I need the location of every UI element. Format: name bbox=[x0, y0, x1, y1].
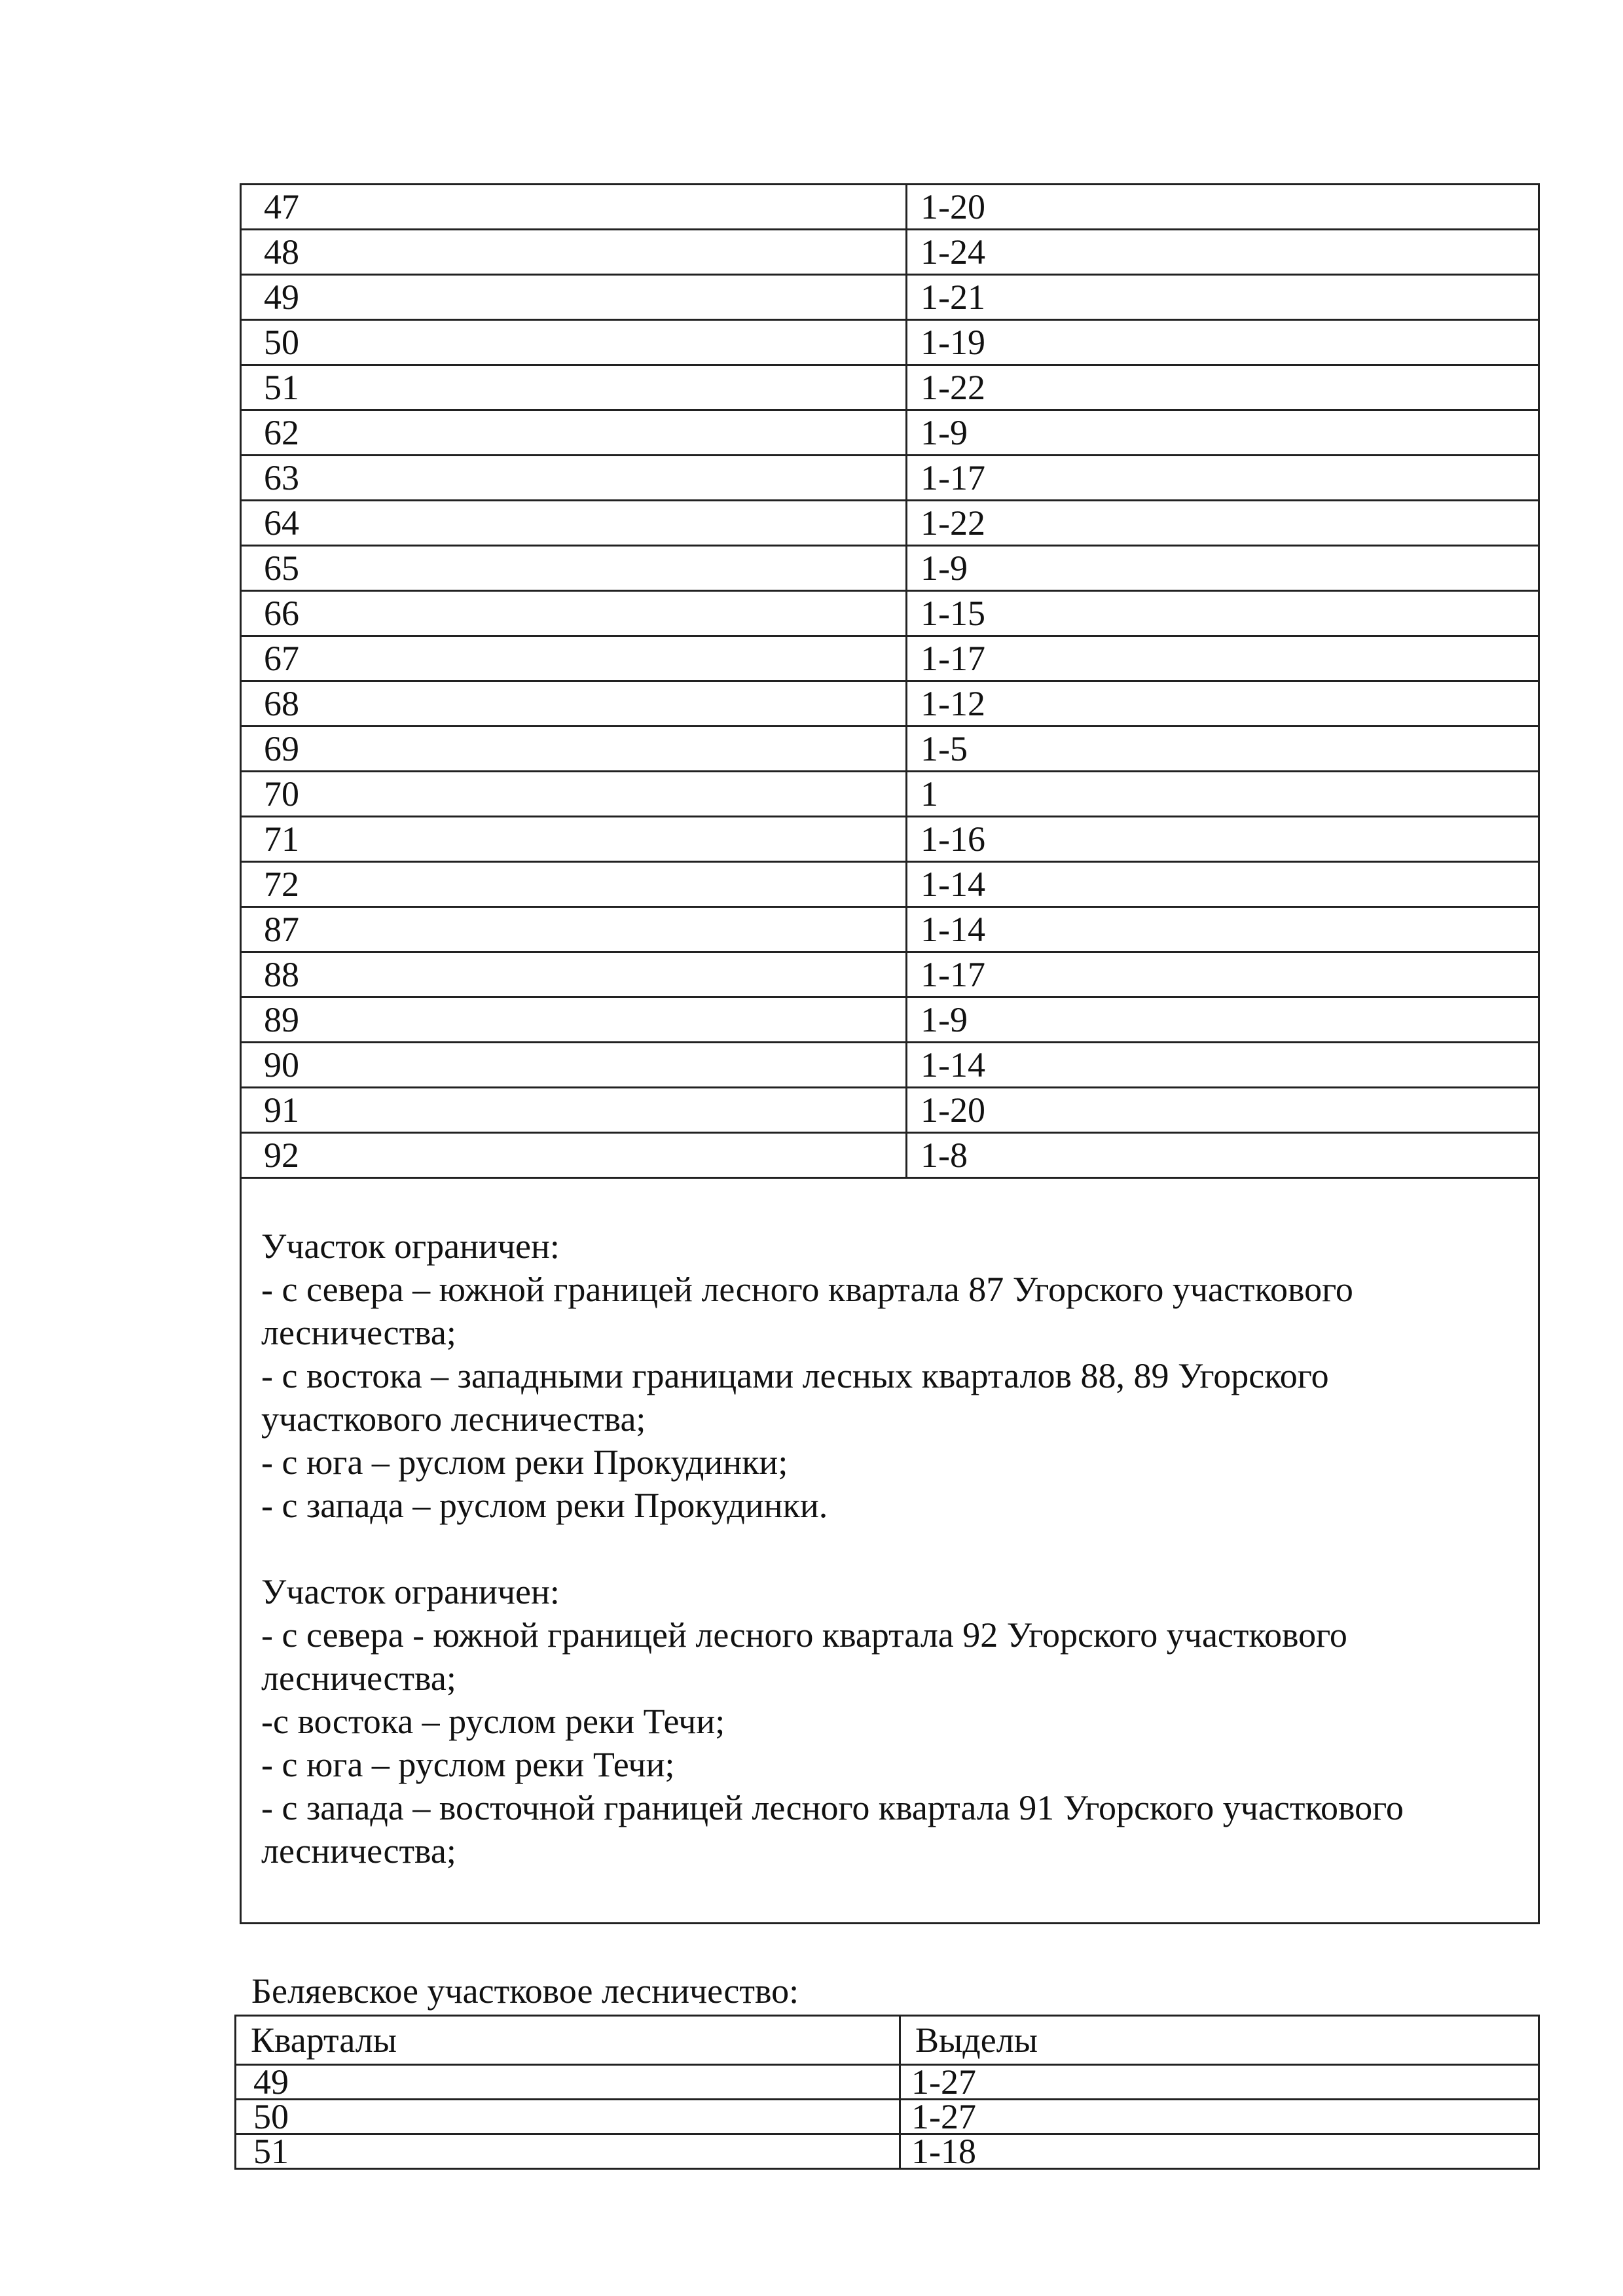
kvartal-cell: 50 bbox=[242, 320, 907, 365]
table-row bbox=[242, 546, 1538, 591]
table-row bbox=[242, 591, 1538, 636]
table-row bbox=[242, 230, 1538, 275]
vydely-cell: 1-9 bbox=[907, 410, 1539, 456]
table-row bbox=[242, 365, 1538, 410]
vydely-cell: 1-17 bbox=[907, 456, 1539, 501]
upper-table bbox=[242, 185, 1538, 1179]
vydely-cell: 1-16 bbox=[907, 817, 1539, 862]
boundary-line: Участок ограничен: bbox=[261, 1572, 560, 1611]
table-row bbox=[236, 2100, 1538, 2134]
vydely-cell: 1-20 bbox=[907, 185, 1539, 230]
kvartal-cell: 92 bbox=[242, 1133, 907, 1178]
table-row bbox=[242, 862, 1538, 907]
header-vydely: Выделы bbox=[900, 2017, 1539, 2065]
vydely-cell: 1-18 bbox=[911, 2134, 976, 2168]
kvartal-cell: 62 bbox=[242, 410, 907, 456]
table-row bbox=[242, 907, 1538, 952]
vydely-cell: 1-8 bbox=[907, 1133, 1539, 1178]
table-row bbox=[242, 636, 1538, 681]
vydely-cell: 1-15 bbox=[907, 591, 1539, 636]
kvartal-cell: 88 bbox=[242, 952, 907, 997]
vydely-cell: 1-27 bbox=[900, 2065, 1539, 2100]
kvartal-cell: 71 bbox=[242, 817, 907, 862]
vydely-cell: 1-17 bbox=[907, 952, 1539, 997]
boundary-paragraph bbox=[261, 1225, 1525, 1527]
table-row bbox=[242, 817, 1538, 862]
vydely-cell: 1-9 bbox=[907, 546, 1539, 591]
vydely-cell: 1-17 bbox=[907, 636, 1539, 681]
table-row bbox=[242, 185, 1538, 230]
table-row bbox=[242, 997, 1538, 1043]
kvartal-cell: 63 bbox=[242, 456, 907, 501]
kvartal-cell: 70 bbox=[242, 772, 907, 817]
table-row bbox=[242, 726, 1538, 772]
header-kvartaly: Кварталы bbox=[236, 2017, 900, 2065]
vydely-cell: 1-14 bbox=[907, 1043, 1539, 1088]
boundary-line: - с юга – руслом реки Течи; bbox=[261, 1745, 675, 1784]
table-row bbox=[242, 456, 1538, 501]
kvartal-cell: 47 bbox=[242, 185, 907, 230]
kvartal-cell: 72 bbox=[242, 862, 907, 907]
boundary-line: - с запада – руслом реки Прокудинки. bbox=[261, 1486, 828, 1525]
boundary-line: - с юга – руслом реки Прокудинки; bbox=[261, 1443, 788, 1482]
vydely-cell: 1-22 bbox=[907, 501, 1539, 546]
kvartal-cell: 66 bbox=[242, 591, 907, 636]
table-row bbox=[242, 410, 1538, 456]
vydely-cell: 1-27 bbox=[900, 2100, 1539, 2134]
lower-table-block bbox=[234, 2015, 1540, 2170]
boundary-line: лесничества; bbox=[261, 1831, 456, 1871]
boundary-description bbox=[242, 1179, 1538, 1922]
boundary-line: лесничества; bbox=[261, 1313, 456, 1352]
table-row bbox=[242, 952, 1538, 997]
kvartal-cell: 65 bbox=[242, 546, 907, 591]
table-row bbox=[242, 320, 1538, 365]
vydely-cell: 1-20 bbox=[907, 1088, 1539, 1133]
boundary-line: - с запада – восточной границей лесного квартала 91 Угорского участкового bbox=[261, 1788, 1404, 1827]
vydely-cell: 1-12 bbox=[907, 681, 1539, 726]
boundary-line: - с севера - южной границей лесного квартала 92 Угорского участкового bbox=[261, 1615, 1347, 1655]
kvartal-cell: 69 bbox=[242, 726, 907, 772]
table-header-row bbox=[236, 2017, 1538, 2065]
table-row bbox=[236, 2134, 1538, 2168]
kvartal-cell: 68 bbox=[242, 681, 907, 726]
boundary-line: лесничества; bbox=[261, 1659, 456, 1698]
table-row bbox=[242, 1088, 1538, 1133]
vydely-cell: 1-5 bbox=[907, 726, 1539, 772]
kvartal-cell: 48 bbox=[242, 230, 907, 275]
vydely-cell: 1-21 bbox=[907, 275, 1539, 320]
vydely-cell: 1 bbox=[907, 772, 1539, 817]
boundary-line: Участок ограничен: bbox=[261, 1227, 560, 1266]
vydely-cell: 1-14 bbox=[907, 907, 1539, 952]
boundary-line: участкового лесничества; bbox=[261, 1399, 646, 1439]
vydely-cell: 1-24 bbox=[907, 230, 1539, 275]
table-row bbox=[236, 2065, 1538, 2100]
lower-table bbox=[236, 2017, 1538, 2168]
vydely-cell: 1-19 bbox=[907, 320, 1539, 365]
boundary-line: - с востока – западными границами лесных кварталов 88, 89 Угорского bbox=[261, 1356, 1329, 1395]
table-row bbox=[242, 275, 1538, 320]
boundary-line: -с востока – руслом реки Течи; bbox=[261, 1702, 725, 1741]
kvartal-cell: 49 bbox=[236, 2065, 900, 2100]
vydely-cell: 1-14 bbox=[907, 862, 1539, 907]
kvartal-cell: 64 bbox=[242, 501, 907, 546]
kvartal-cell: 87 bbox=[242, 907, 907, 952]
table-row bbox=[242, 1133, 1538, 1178]
boundary-line: - с севера – южной границей лесного квартала 87 Угорского участкового bbox=[261, 1270, 1353, 1309]
kvartal-cell: 90 bbox=[242, 1043, 907, 1088]
kvartal-cell: 89 bbox=[242, 997, 907, 1043]
kvartal-cell: 51 bbox=[242, 365, 907, 410]
table-row bbox=[242, 1043, 1538, 1088]
kvartal-cell: 51 bbox=[236, 2134, 900, 2168]
section-title: Беляевское участковое лесничество: bbox=[251, 1971, 799, 2011]
vydely-cell: 1-22 bbox=[907, 365, 1539, 410]
table-row bbox=[242, 772, 1538, 817]
vydely-cell: 1-9 bbox=[907, 997, 1539, 1043]
table-row bbox=[242, 501, 1538, 546]
kvartal-cell: 67 bbox=[242, 636, 907, 681]
table-row bbox=[242, 681, 1538, 726]
kvartal-cell: 49 bbox=[242, 275, 907, 320]
upper-table-block bbox=[240, 183, 1540, 1924]
kvartal-cell: 91 bbox=[242, 1088, 907, 1133]
boundary-paragraph bbox=[261, 1570, 1525, 1873]
kvartal-cell: 50 bbox=[236, 2100, 900, 2134]
